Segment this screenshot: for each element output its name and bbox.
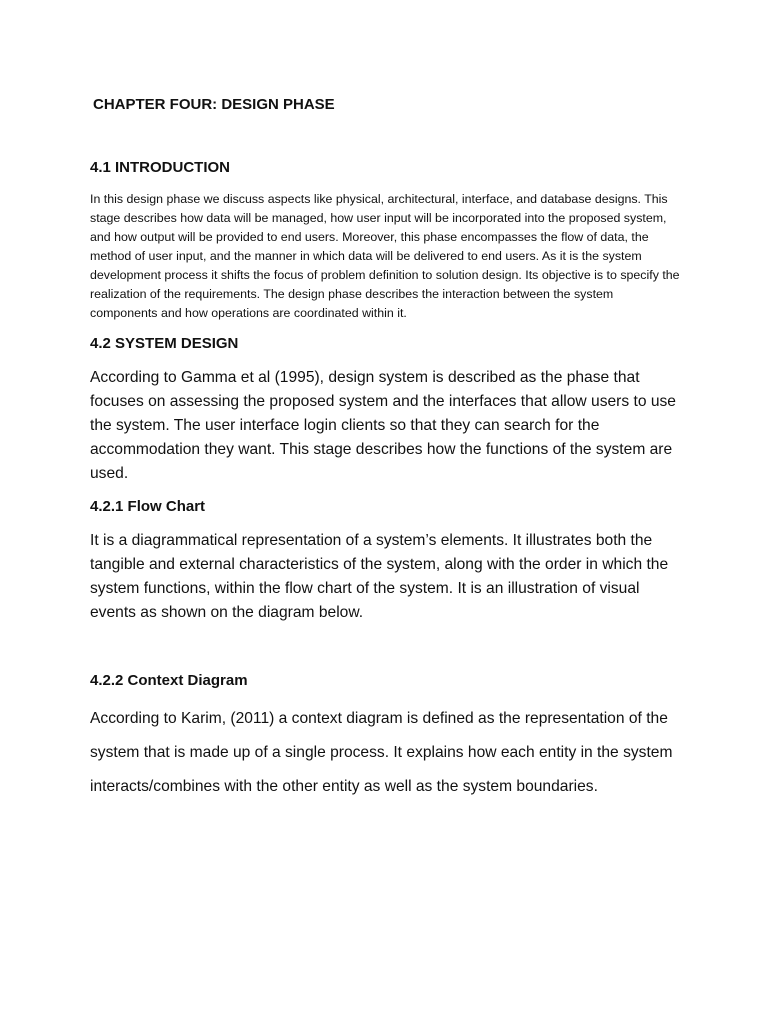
section-heading-flow-chart: 4.2.1 Flow Chart (90, 498, 206, 515)
section-body-flow-chart: It is a diagrammatical representation of a system’s elements. It illustrates both the tangible and external characteristics of the system, along with the order in which the system functions, within the flow chart of the system. It is an illustration of visual events as shown on the diagram below. (90, 532, 669, 621)
section-heading-system-design: 4.2 SYSTEM DESIGN (90, 335, 239, 352)
section-body-system-design: According to Gamma et al (1995), design system is described as the phase that focuses on assessing the proposed system and the interfaces that allow users to use the system. The user interface login clients so that they can search for the accommodation they want. This stage describes how the functions of the system are used. (90, 369, 676, 482)
section-body-introduction: In this design phase we discuss aspects like physical, architectural, interface, and database designs. This stage describes how data will be managed, how user input will be incorporated into the proposed system, and how output will be provided to end users. Moreover, this phase encompasses the flow of data, the method of user input, and the manner in which data will be delivered to end users. As it is the system development process it shifts the focus of problem definition to solution design. Its objective is to specify the realization of the requirements. The design phase describes the interaction between the system components and how operations are coordinated within it. (90, 192, 680, 320)
chapter-title: CHAPTER FOUR: DESIGN PHASE (93, 96, 335, 113)
section-heading-context-diagram: 4.2.2 Context Diagram (90, 672, 248, 689)
section-heading-introduction: 4.1 INTRODUCTION (90, 159, 231, 176)
section-body-context-diagram: According to Karim, (2011) a context diagram is defined as the representation of the system that is made up of a single process. It explains how each entity in the system interacts/combines with the other entity as well as the system boundaries. (90, 710, 673, 795)
